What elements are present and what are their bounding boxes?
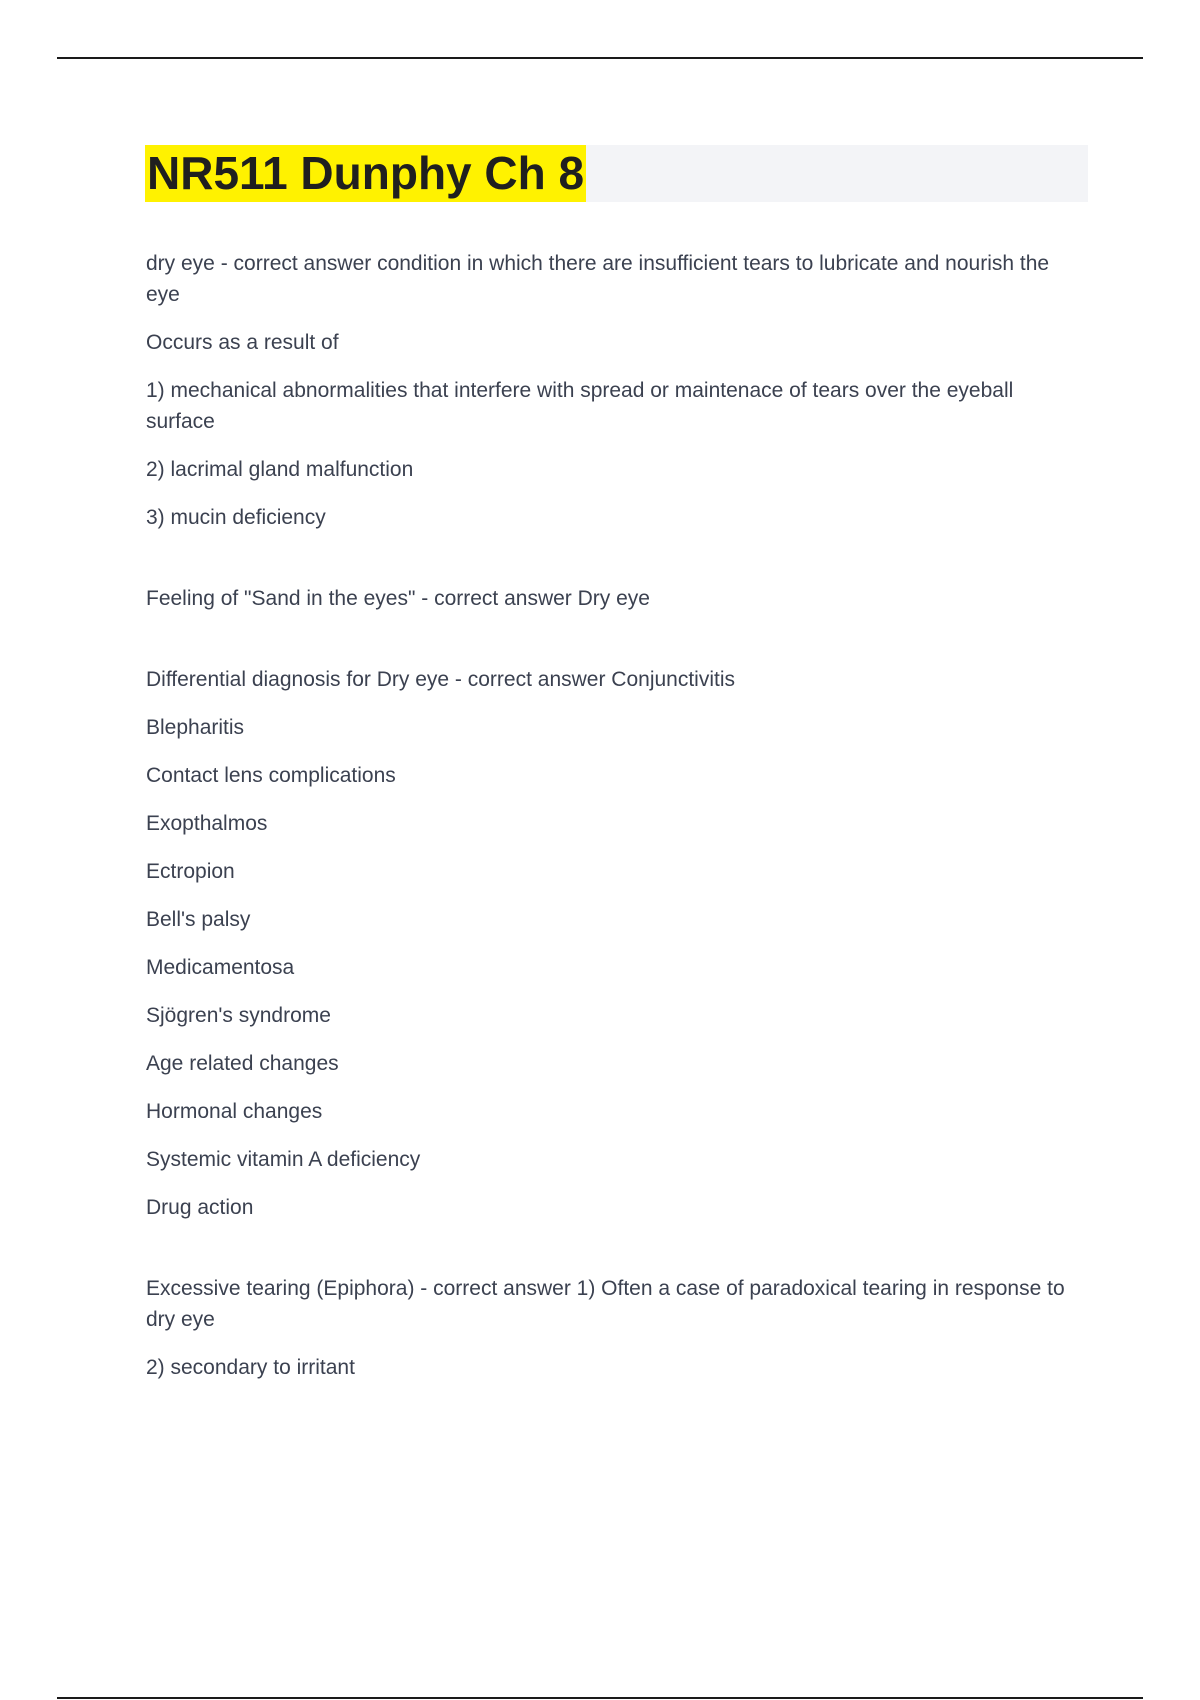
list-item: Systemic vitamin A deficiency (146, 1148, 421, 1171)
list-item: Ectropion (146, 860, 235, 883)
paragraph-differential-diagnosis: Differential diagnosis for Dry eye - correct answer Conjunctivitis (146, 668, 736, 691)
paragraph: 2) lacrimal gland malfunction (146, 458, 414, 481)
paragraph-sand-in-eyes: Feeling of "Sand in the eyes" - correct answer Dry eye (146, 587, 650, 610)
document-body (146, 248, 1086, 1400)
list-item: Age related changes (146, 1052, 339, 1075)
list-item: Hormonal changes (146, 1100, 323, 1123)
paragraph-dry-eye: dry eye - correct answer condition in which there are insufficient tears to lubricate and nourish the eye (146, 252, 1050, 306)
paragraph: 3) mucin deficiency (146, 506, 326, 529)
footer-rule (57, 1697, 1143, 1699)
list-item: Contact lens complications (146, 764, 396, 787)
list-item: Medicamentosa (146, 956, 295, 979)
list-item: Drug action (146, 1196, 254, 1219)
list-item: Sjögren's syndrome (146, 1004, 331, 1027)
paragraph: 2) secondary to irritant (146, 1356, 355, 1379)
list-item: Bell's palsy (146, 908, 251, 931)
paragraph: 1) mechanical abnormalities that interfere with spread or maintenace of tears over the eyeball surface (146, 379, 1014, 433)
paragraph-excessive-tearing: Excessive tearing (Epiphora) - correct answer 1) Often a case of paradoxical tearing in response to dry eye (146, 1277, 1065, 1331)
header-rule (57, 57, 1143, 59)
document-title: NR511 Dunphy Ch 8 (145, 145, 586, 202)
paragraph: Occurs as a result of (146, 331, 339, 354)
list-item: Exopthalmos (146, 812, 268, 835)
list-item: Blepharitis (146, 716, 245, 739)
